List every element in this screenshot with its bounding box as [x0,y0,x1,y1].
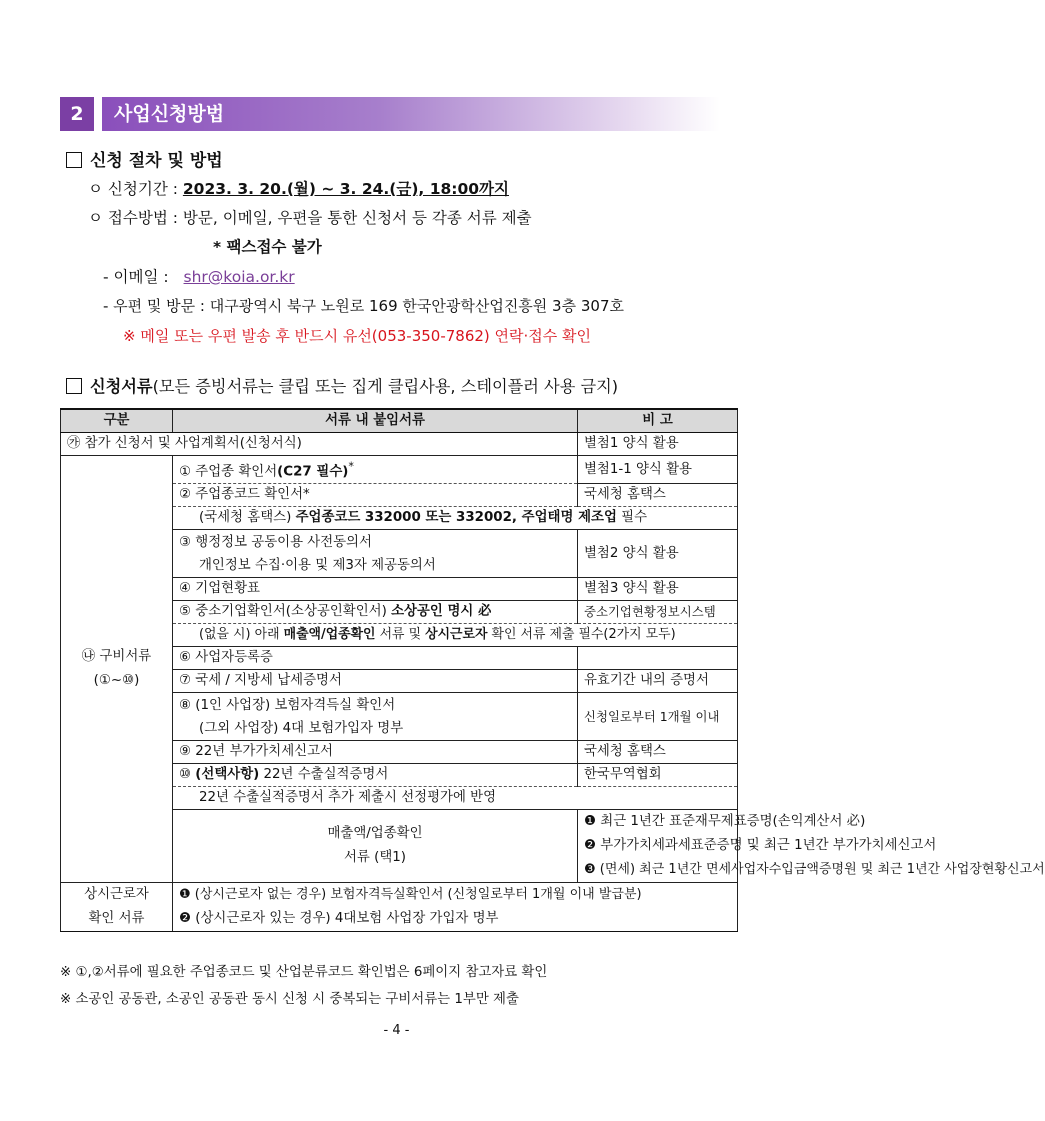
doc-cell: ③ 행정정보 공동이용 사전동의서 개인정보 수집·이용 및 제3자 제공동의서 [173,530,578,578]
sales-docs-label: 매출액/업종확인 서류 (택1) [173,810,578,883]
doc-cell: ⑤ 중소기업확인서(소상공인확인서) 소상공인 명시 必 [173,601,578,624]
sales-doc-item: ❸ (면세) 최근 1년간 면세사업자수입금액증명원 및 최근 1년간 사업장현황신고서 [578,858,738,883]
required-docs-label: ㉯ 구비서류 (①~⑩) [61,456,173,883]
sales-doc-item: ❶ 최근 1년간 표준재무제표증명(손익계산서 必) [578,810,738,835]
email-label: - 이메일 : [103,268,169,286]
footnote: ※ 소공인 공동관, 소공인 공동관 동시 신청 시 중복되는 구비서류는 1부만 제출 [60,992,519,1007]
note-cell: 별첨1-1 양식 활용 [578,456,738,484]
worker-docs-label: 상시근로자 확인 서류 [61,883,173,932]
method-value: 방문, 이메일, 우편을 통한 신청서 등 각종 서류 제출 [182,209,532,227]
note-cell: 국세청 홈택스 [578,484,738,507]
period-label: ㅇ 신청기간 : [88,180,178,198]
column-header: 서류 내 붙임서류 [173,409,578,433]
doc-cell: ① 주업종 확인서(C27 필수)* [173,456,578,484]
note-cell: 유효기간 내의 증명서 [578,670,738,693]
note-cell [578,647,738,670]
method-line [88,206,532,228]
column-header: 비 고 [578,409,738,433]
period-value: 2023. 3. 20.(월) ~ 3. 24.(금), 18:00까지 [182,180,509,198]
post-line [103,295,624,316]
column-header: 구분 [61,409,173,433]
section-header [60,97,720,131]
checkbox-icon [66,378,82,394]
post-value: 대구광역시 북구 노원로 169 한국안광학산업진흥원 3층 307호 [209,297,624,315]
table-row [61,433,738,456]
post-label: - 우편 및 방문 : [103,297,205,315]
note-cell: 국세청 홈택스 [578,741,738,764]
fax-note: * 팩스접수 불가 [213,238,322,256]
note-cell: 한국무역협회 [578,764,738,787]
procedure-heading: 신청 절차 및 방법 [66,146,223,171]
doc-sub-cell: 22년 수출실적증명서 추가 제출시 선정평가에 반영 [173,787,738,810]
email-link[interactable]: shr@koia.or.kr [183,268,295,286]
documents-heading: 신청서류(모든 증빙서류는 클립 또는 집게 클립사용, 스테이플러 사용 금지) [66,373,618,397]
doc-cell: ⑧ (1인 사업장) 보험자격득실 확인서 (그외 사업장) 4대 보험가입자 명부 [173,693,578,741]
note-cell: 별첨1 양식 활용 [578,433,738,456]
email-line [103,265,295,287]
table-row [61,456,738,484]
sales-doc-item: ❷ 부가가치세과세표준증명 및 최근 1년간 부가가치세신고서 [578,834,738,858]
worker-doc-item: ❷ (상시근로자 있는 경우) 4대보험 사업장 가입자 명부 [173,907,738,932]
page-number: - 4 - [383,1023,410,1038]
period-line [88,177,509,199]
doc-sub-cell: (국세청 홈택스) 주업종코드 332000 또는 332002, 주업태명 제조업 필수 [173,507,738,530]
table-row [61,883,738,908]
doc-sub-cell: (없을 시) 아래 매출액/업종확인 서류 및 상시근로자 확인 서류 제출 필수(2가지 모두) [173,624,738,647]
checkbox-icon [66,152,82,168]
documents-table [60,408,1045,932]
doc-cell: ④ 기업현황표 [173,578,578,601]
note-cell: 별첨3 양식 활용 [578,578,738,601]
note-cell: 중소기업현황정보시스템 [578,601,738,624]
table-header-row [61,409,738,433]
footnote: ※ ①,②서류에 필요한 주업종코드 및 산업분류코드 확인법은 6페이지 참고자료 확인 [60,965,548,980]
doc-cell: ⑩ (선택사항) 22년 수출실적증명서 [173,764,578,787]
doc-cell: ⑥ 사업자등록증 [173,647,578,670]
application-form-cell: ㉮ 참가 신청서 및 사업계획서(신청서식) [61,433,578,456]
doc-cell: ⑨ 22년 부가가치세신고서 [173,741,578,764]
contact-warning: ※ 메일 또는 우편 발송 후 반드시 유선(053-350-7862) 연락·접수 확인 [123,327,592,345]
note-cell: 별첨2 양식 활용 [578,530,738,578]
method-label: ㅇ 접수방법 : [88,209,178,227]
section-title: 사업신청방법 [102,97,720,131]
worker-doc-item: ❶ (상시근로자 없는 경우) 보험자격득실확인서 (신청일로부터 1개월 이내 발급분) [173,883,738,908]
doc-cell: ⑦ 국세 / 지방세 납세증명서 [173,670,578,693]
doc-cell: ② 주업종코드 확인서* [173,484,578,507]
section-number: 2 [60,97,94,131]
note-cell: 신청일로부터 1개월 이내 [578,693,738,741]
